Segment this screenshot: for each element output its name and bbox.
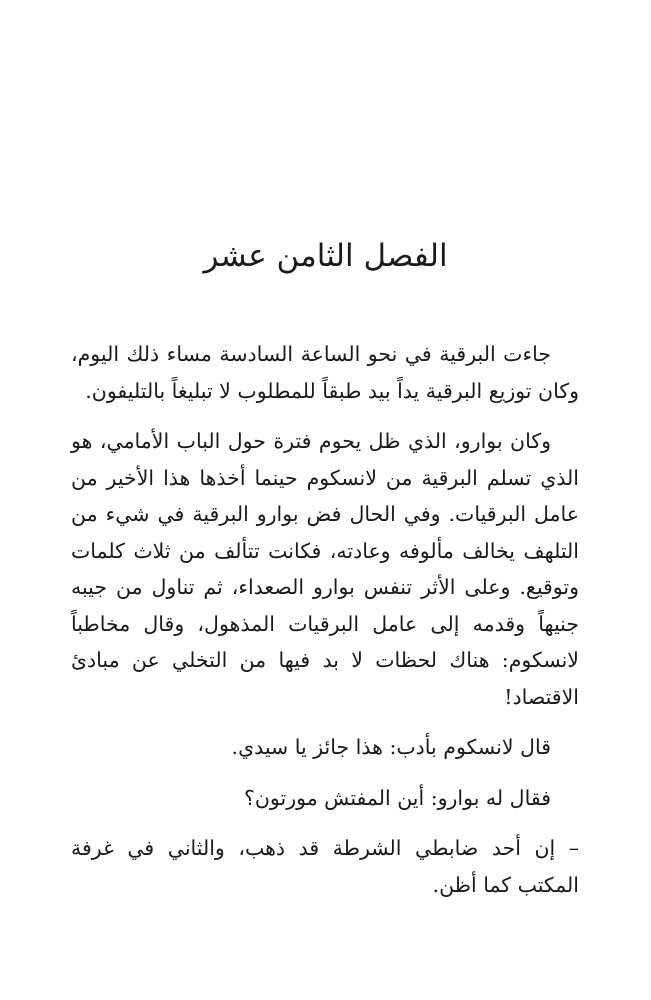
- paragraph-poirot-question: فقال له بوارو: أين المفتش مورتون؟: [243, 785, 551, 810]
- chapter-body: [71, 336, 579, 917]
- chapter-title: الفصل الثامن عشر: [203, 238, 448, 274]
- paragraph-telegram-arrival: جاءت البرقية في نحو الساعة السادسة مساء ذلك اليوم، وكان توزيع البرقية يداً بيد طبقاً للمطلوب لا تبليغاً بالتليفون.: [71, 342, 579, 403]
- paragraph-lanscombe-reply: قال لانسكوم بأدب: هذا جائز يا سيدي.: [231, 735, 551, 759]
- paragraph-officer-answer: – إن أحد ضابطي الشرطة قد ذهب، والثاني في غرفة المكتب كما أظن.: [71, 836, 579, 897]
- paragraph-poirot-receives-telegram: وكان بوارو، الذي ظل يحوم فترة حول الباب الأمامي، هو الذي تسلم البرقية من لانسكوم حينما أخذها هذا الأخير من عامل البرقيات. وفي الحال فض بوارو البرقية في شيء من التلهف يخالف مألوفه وعادته، فكانت تتألف من ثلاث كلمات وتوقيع. وعلى الأثر تنفس بوارو الصعداء، ثم تناول من جيبه جنيهاً وقدمه إلى عامل البرقيات المذهول، وقال مخاطباً لانسكوم: هناك لحظات لا بد فيها من التخلي عن مبادئ الاقتصاد!: [71, 429, 579, 709]
